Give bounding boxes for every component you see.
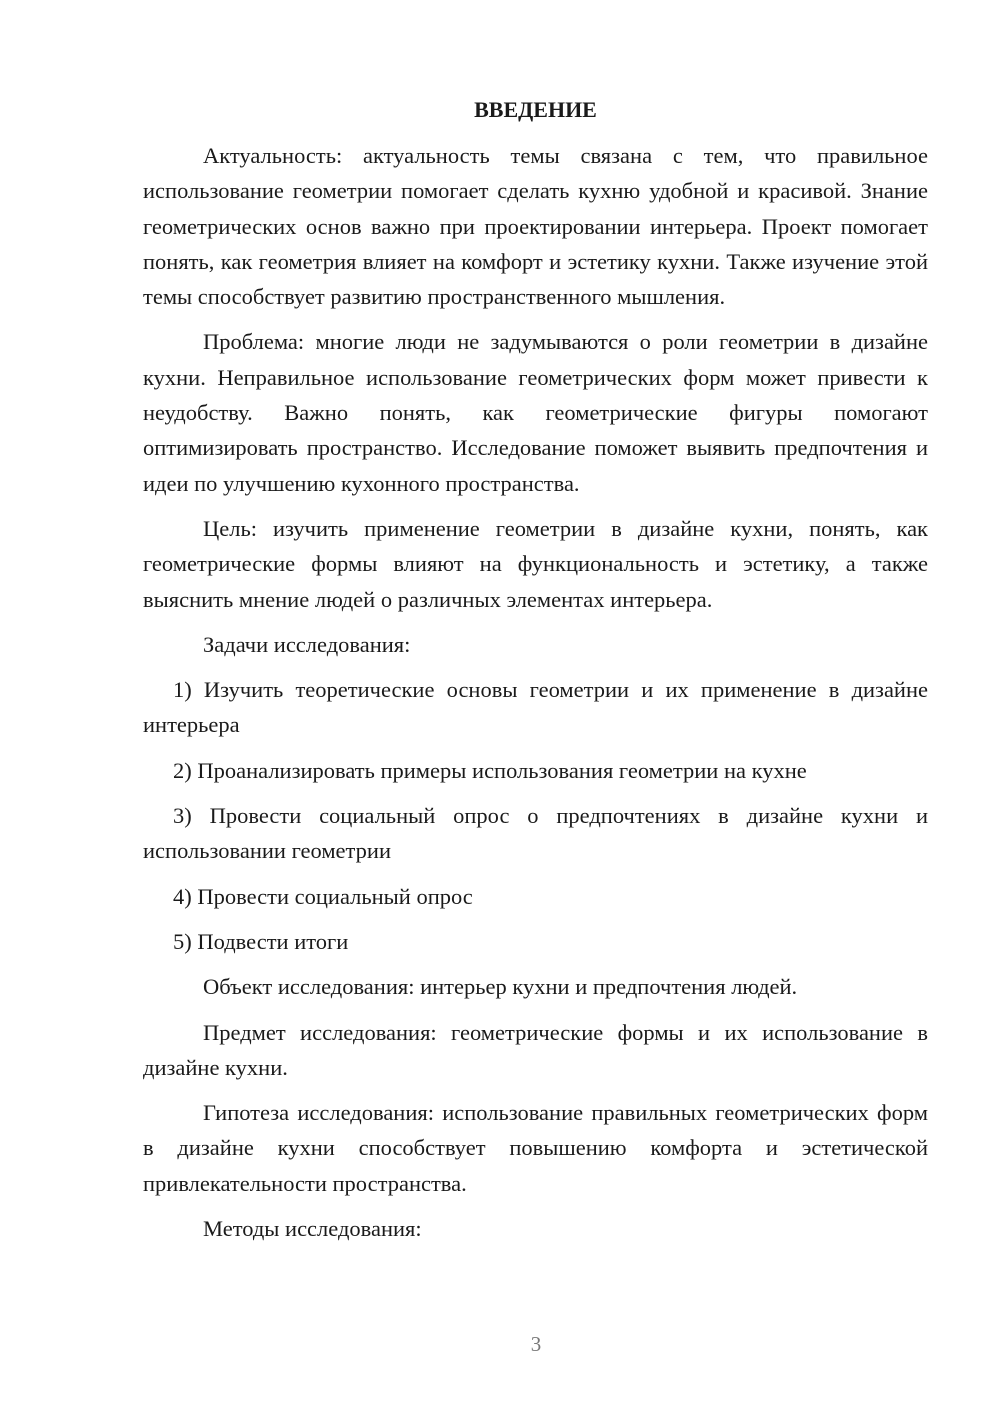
problem-paragraph: Проблема: многие люди не задумываются о роли геометрии в дизайне кухни. Неправильное использование геометрических форм может привести к неудобству. Важно понять, как геометрические фигуры помогают оптимизировать пространство. Исследование поможет выявить предпочтения и идеи по улучшению кухонного пространства. [143,329,928,496]
relevance-paragraph: Актуальность: актуальность темы связана с тем, что правильное использование геометрии помогает сделать кухню удобной и красивой. Знание геометрических основ важно при проектировании интерьера. Проект помогает понять, как геометрия влияет на комфорт и эстетику кухни. Также изучение этой темы способствует развитию пространственного мышления. [143,143,928,310]
page-number: 3 [530,1332,542,1356]
task-item: 5) Подвести итоги [173,928,349,954]
hypothesis-paragraph: Гипотеза исследования: использование правильных геометрических форм в дизайне кухни способствует повышению комфорта и эстетической привлекательности пространства. [143,1100,928,1196]
document-page [143,92,928,1256]
section-heading: ВВЕДЕНИЕ [474,97,597,122]
task-item: 1) Изучить теоретические основы геометрии и их применение в дизайне интерьера [143,677,928,738]
task-item: 4) Провести социальный опрос [173,883,473,909]
tasks-heading-paragraph: Задачи исследования: [203,631,411,657]
task-item: 3) Провести социальный опрос о предпочтениях в дизайне кухни и использовании геометрии [143,803,928,864]
subject-paragraph: Предмет исследования: геометрические формы и их использование в дизайне кухни. [143,1019,928,1080]
object-paragraph: Объект исследования: интерьер кухни и предпочтения людей. [203,974,798,1000]
task-item: 2) Проанализировать примеры использования геометрии на кухне [173,757,807,783]
methods-paragraph: Методы исследования: [203,1216,422,1242]
goal-paragraph: Цель: изучить применение геометрии в дизайне кухни, понять, как геометрические формы влияют на функциональность и эстетику, а также выяснить мнение людей о различных элементах интерьера. [143,515,928,612]
